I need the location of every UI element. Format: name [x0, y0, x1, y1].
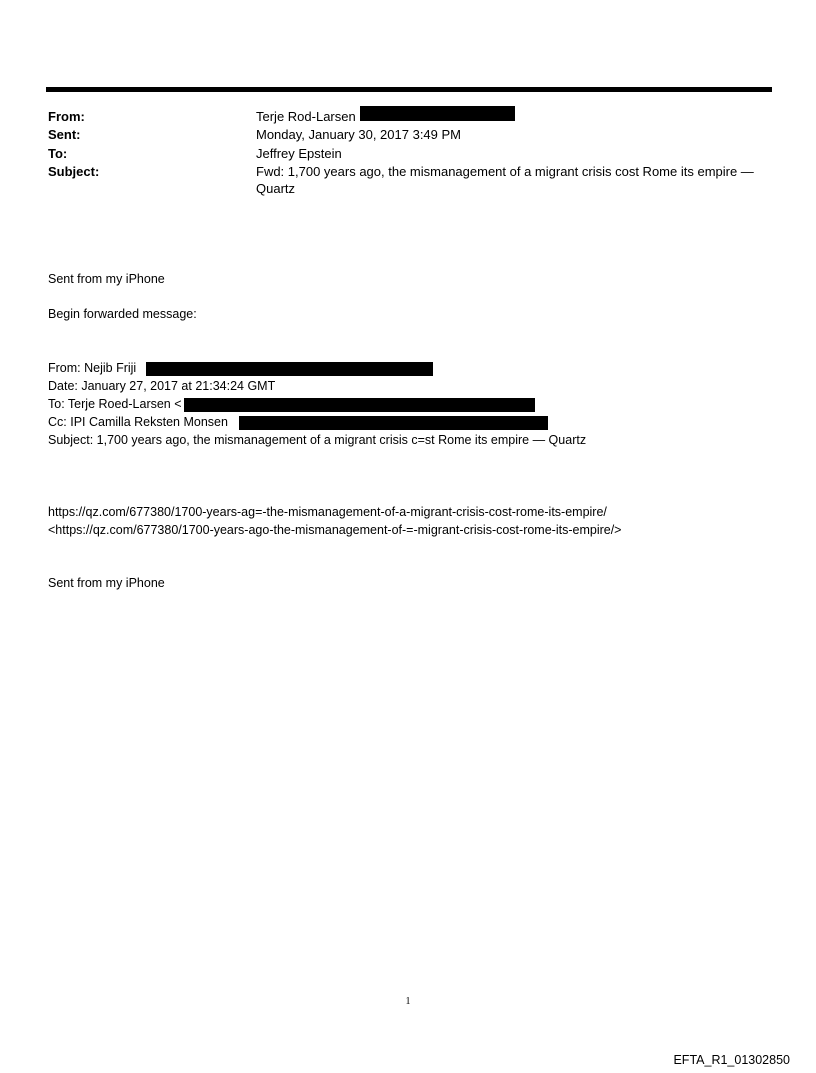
- redaction-bar: [184, 398, 535, 412]
- sent-value: Monday, January 30, 2017 3:49 PM: [256, 127, 461, 142]
- header-rule: [46, 87, 772, 92]
- redaction-bar: [239, 416, 548, 430]
- article-link[interactable]: https://qz.com/677380/1700-years-ag=-the-mismanagement-of-a-migrant-crisis-cost-rome-its-empire/: [48, 505, 607, 519]
- to-value: Jeffrey Epstein: [256, 146, 342, 161]
- forwarded-to: To: Terje Roed-Larsen <: [48, 397, 182, 411]
- from-value: Terje Rod-Larsen: [256, 109, 356, 124]
- sent-label: Sent:: [48, 127, 81, 142]
- forwarded-subject: Subject: 1,700 years ago, the mismanagement of a migrant crisis c=st Rome its empire — Quartz: [48, 433, 587, 447]
- forwarded-cc: Cc: IPI Camilla Reksten Monsen: [48, 415, 228, 429]
- article-link-bracketed[interactable]: <https://qz.com/677380/1700-years-ago-the-mismanagement-of-=-migrant-crisis-cost-rome-its-empire/>: [48, 523, 622, 537]
- page-number: 1: [405, 996, 411, 1007]
- redaction-bar: [360, 106, 515, 121]
- begin-forwarded-message: Begin forwarded message:: [48, 307, 197, 321]
- subject-label: Subject:: [48, 164, 100, 179]
- forwarded-from: From: Nejib Friji: [48, 361, 137, 375]
- subject-value: Fwd: 1,700 years ago, the mismanagement of a migrant crisis cost Rome its empire — Quartz: [256, 164, 754, 196]
- from-label: From:: [48, 109, 85, 124]
- sent-from-iphone: Sent from my iPhone: [48, 272, 165, 286]
- redaction-bar: [146, 362, 433, 376]
- bates-number: EFTA_R1_01302850: [673, 1053, 790, 1067]
- forwarded-date: Date: January 27, 2017 at 21:34:24 GMT: [48, 379, 276, 393]
- sent-from-iphone: Sent from my iPhone: [48, 576, 165, 590]
- to-label: To:: [48, 146, 68, 161]
